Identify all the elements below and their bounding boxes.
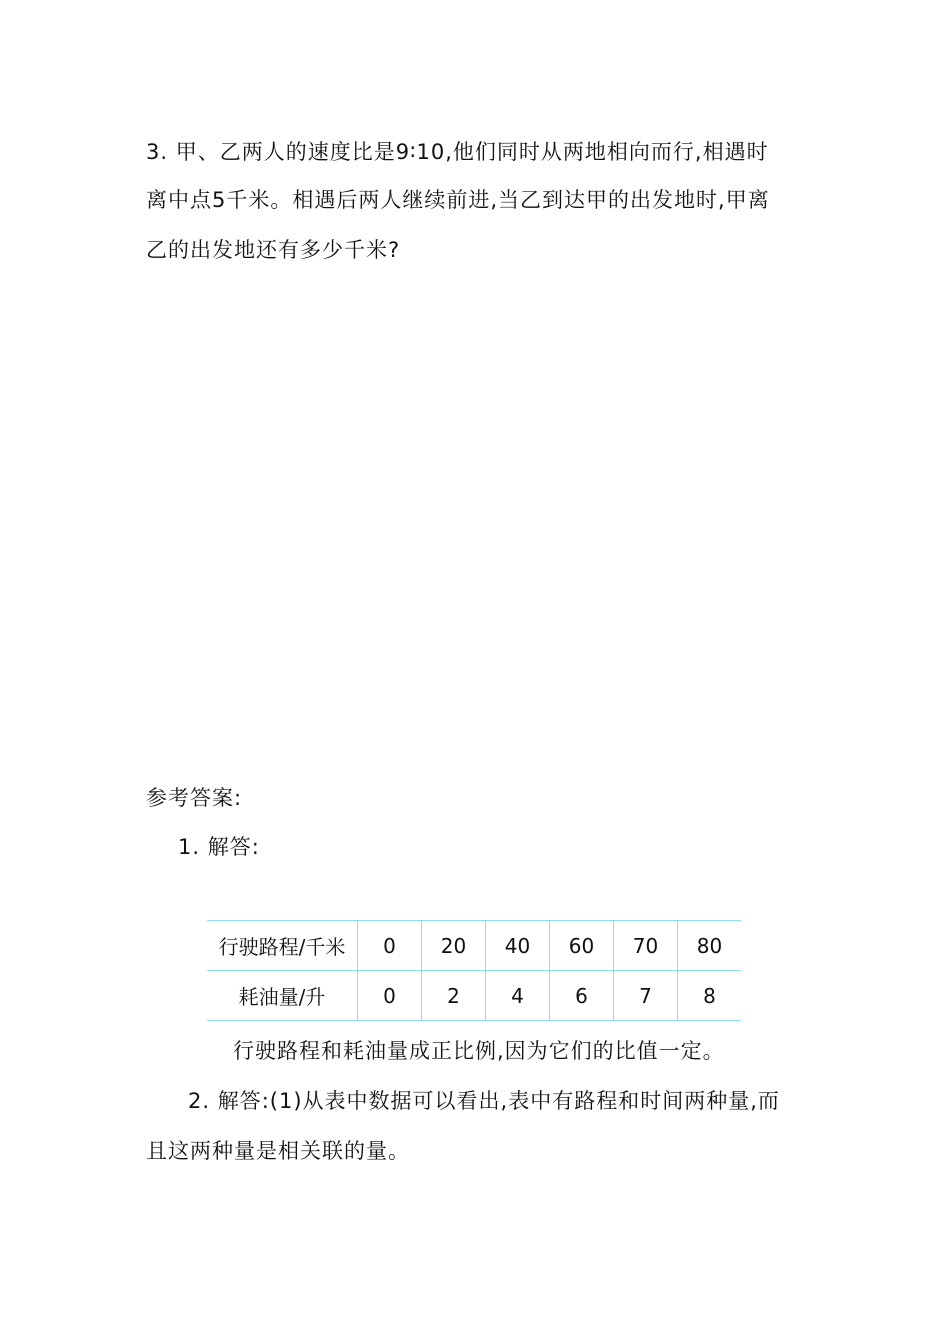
table-cell: 20 bbox=[422, 921, 486, 971]
table-cell: 70 bbox=[614, 921, 678, 971]
table-cell: 7 bbox=[614, 971, 678, 1021]
table-cell: 0 bbox=[358, 921, 422, 971]
table-cell: 2 bbox=[422, 971, 486, 1021]
answer-2-line-2: 且这两种量是相关联的量。 bbox=[146, 1139, 410, 1163]
answer-1-label: 1. 解答: bbox=[178, 835, 260, 859]
question-3-line-2: 离中点5千米。相遇后两人继续前进,当乙到达甲的出发地时,甲离 bbox=[146, 188, 770, 212]
answer-2-line-1: 2. 解答:(1)从表中数据可以看出,表中有路程和时间两种量,而 bbox=[188, 1089, 780, 1113]
table-row bbox=[207, 921, 741, 971]
answer-1-conclusion: 行驶路程和耗油量成正比例,因为它们的比值一定。 bbox=[233, 1039, 725, 1063]
answers-heading: 参考答案: bbox=[146, 786, 243, 810]
question-3-line-1: 3. 甲、乙两人的速度比是9∶10,他们同时从两地相向而行,相遇时 bbox=[146, 140, 769, 164]
table-cell: 0 bbox=[358, 971, 422, 1021]
table-cell: 80 bbox=[678, 921, 742, 971]
fuel-table bbox=[207, 920, 741, 1021]
row-label-distance: 行驶路程/千米 bbox=[207, 921, 358, 971]
table-cell: 4 bbox=[486, 971, 550, 1021]
table-cell: 6 bbox=[550, 971, 614, 1021]
question-3-line-3: 乙的出发地还有多少千米? bbox=[146, 238, 401, 262]
table-row bbox=[207, 971, 741, 1021]
table-cell: 40 bbox=[486, 921, 550, 971]
table-cell: 60 bbox=[550, 921, 614, 971]
table-cell: 8 bbox=[678, 971, 742, 1021]
row-label-fuel: 耗油量/升 bbox=[207, 971, 358, 1021]
